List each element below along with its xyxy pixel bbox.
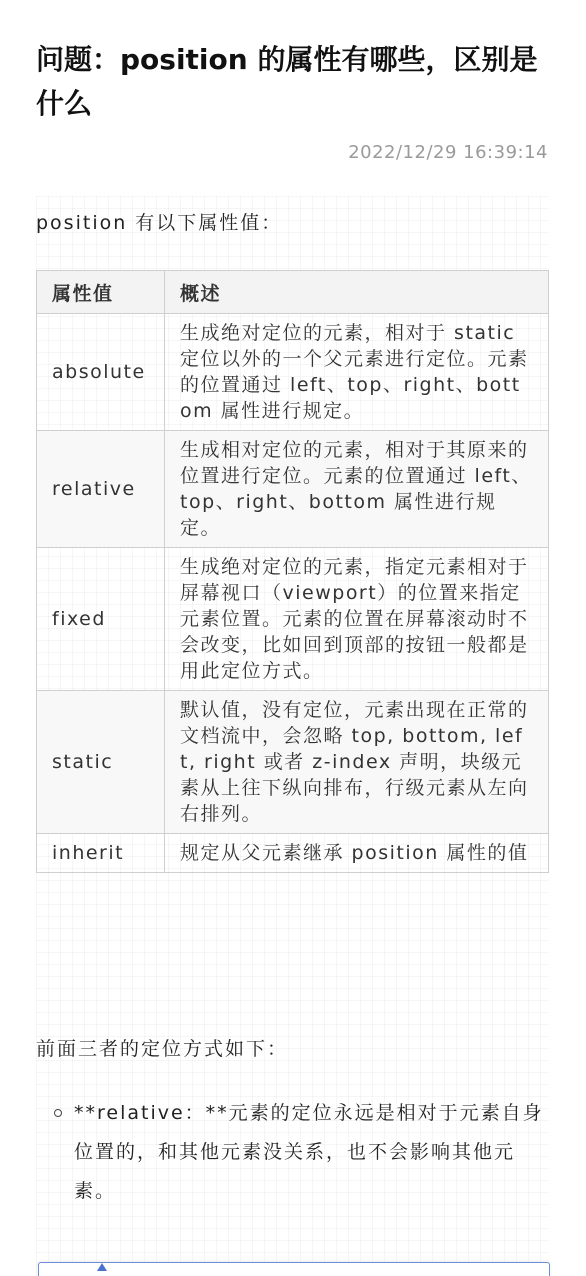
list-item [36,1094,549,1211]
table-row [37,548,549,691]
bottom-panel[interactable] [38,1262,550,1276]
table-row [37,314,549,431]
circle-bullet-icon [54,1109,62,1117]
outro-paragraph: 前面三者的定位方式如下： [36,1038,289,1060]
property-desc-cell: 生成相对定位的元素，相对于其原来的位置进行定位。元素的位置通过 left、top、right、bottom 属性进行规定。 [165,431,549,548]
table-row [37,691,549,834]
table-header-row [37,271,549,314]
intro-paragraph: position 有以下属性值： [36,212,283,234]
property-desc-cell: 规定从父元素继承 position 属性的值 [165,834,549,873]
list-item-text: **relative：**元素的定位永远是相对于元素自身位置的，和其他元素没关系，也不会影响其他元素。 [74,1102,544,1202]
caret-up-icon [97,1263,107,1271]
table-row [37,834,549,873]
property-value-cell: static [37,691,165,834]
property-value-cell: fixed [37,548,165,691]
table-header-cell: 概述 [165,271,549,314]
position-properties-table [36,270,549,873]
property-value-cell: inherit [37,834,165,873]
property-value-cell: absolute [37,314,165,431]
positioning-list [36,1094,549,1211]
article-body [36,196,549,1276]
table-row [37,431,549,548]
property-value-cell: relative [37,431,165,548]
property-desc-cell: 生成绝对定位的元素，指定元素相对于屏幕视口（viewport）的位置来指定元素位置。元素的位置在屏幕滚动时不会改变，比如回到顶部的按钮一般都是用此定位方式。 [165,548,549,691]
post-timestamp: 2022/12/29 16:39:14 [348,142,548,163]
property-desc-cell: 默认值，没有定位，元素出现在正常的文档流中，会忽略 top, bottom, left, right 或者 z-index 声明，块级元素从上往下纵向排布，行级元素从左向右排列。 [165,691,549,834]
property-desc-cell: 生成绝对定位的元素，相对于 static 定位以外的一个父元素进行定位。元素的位置通过 left、top、right、bottom 属性进行规定。 [165,314,549,431]
page-title: 问题：position 的属性有哪些，区别是什么 [36,43,538,120]
table-header-cell: 属性值 [37,271,165,314]
